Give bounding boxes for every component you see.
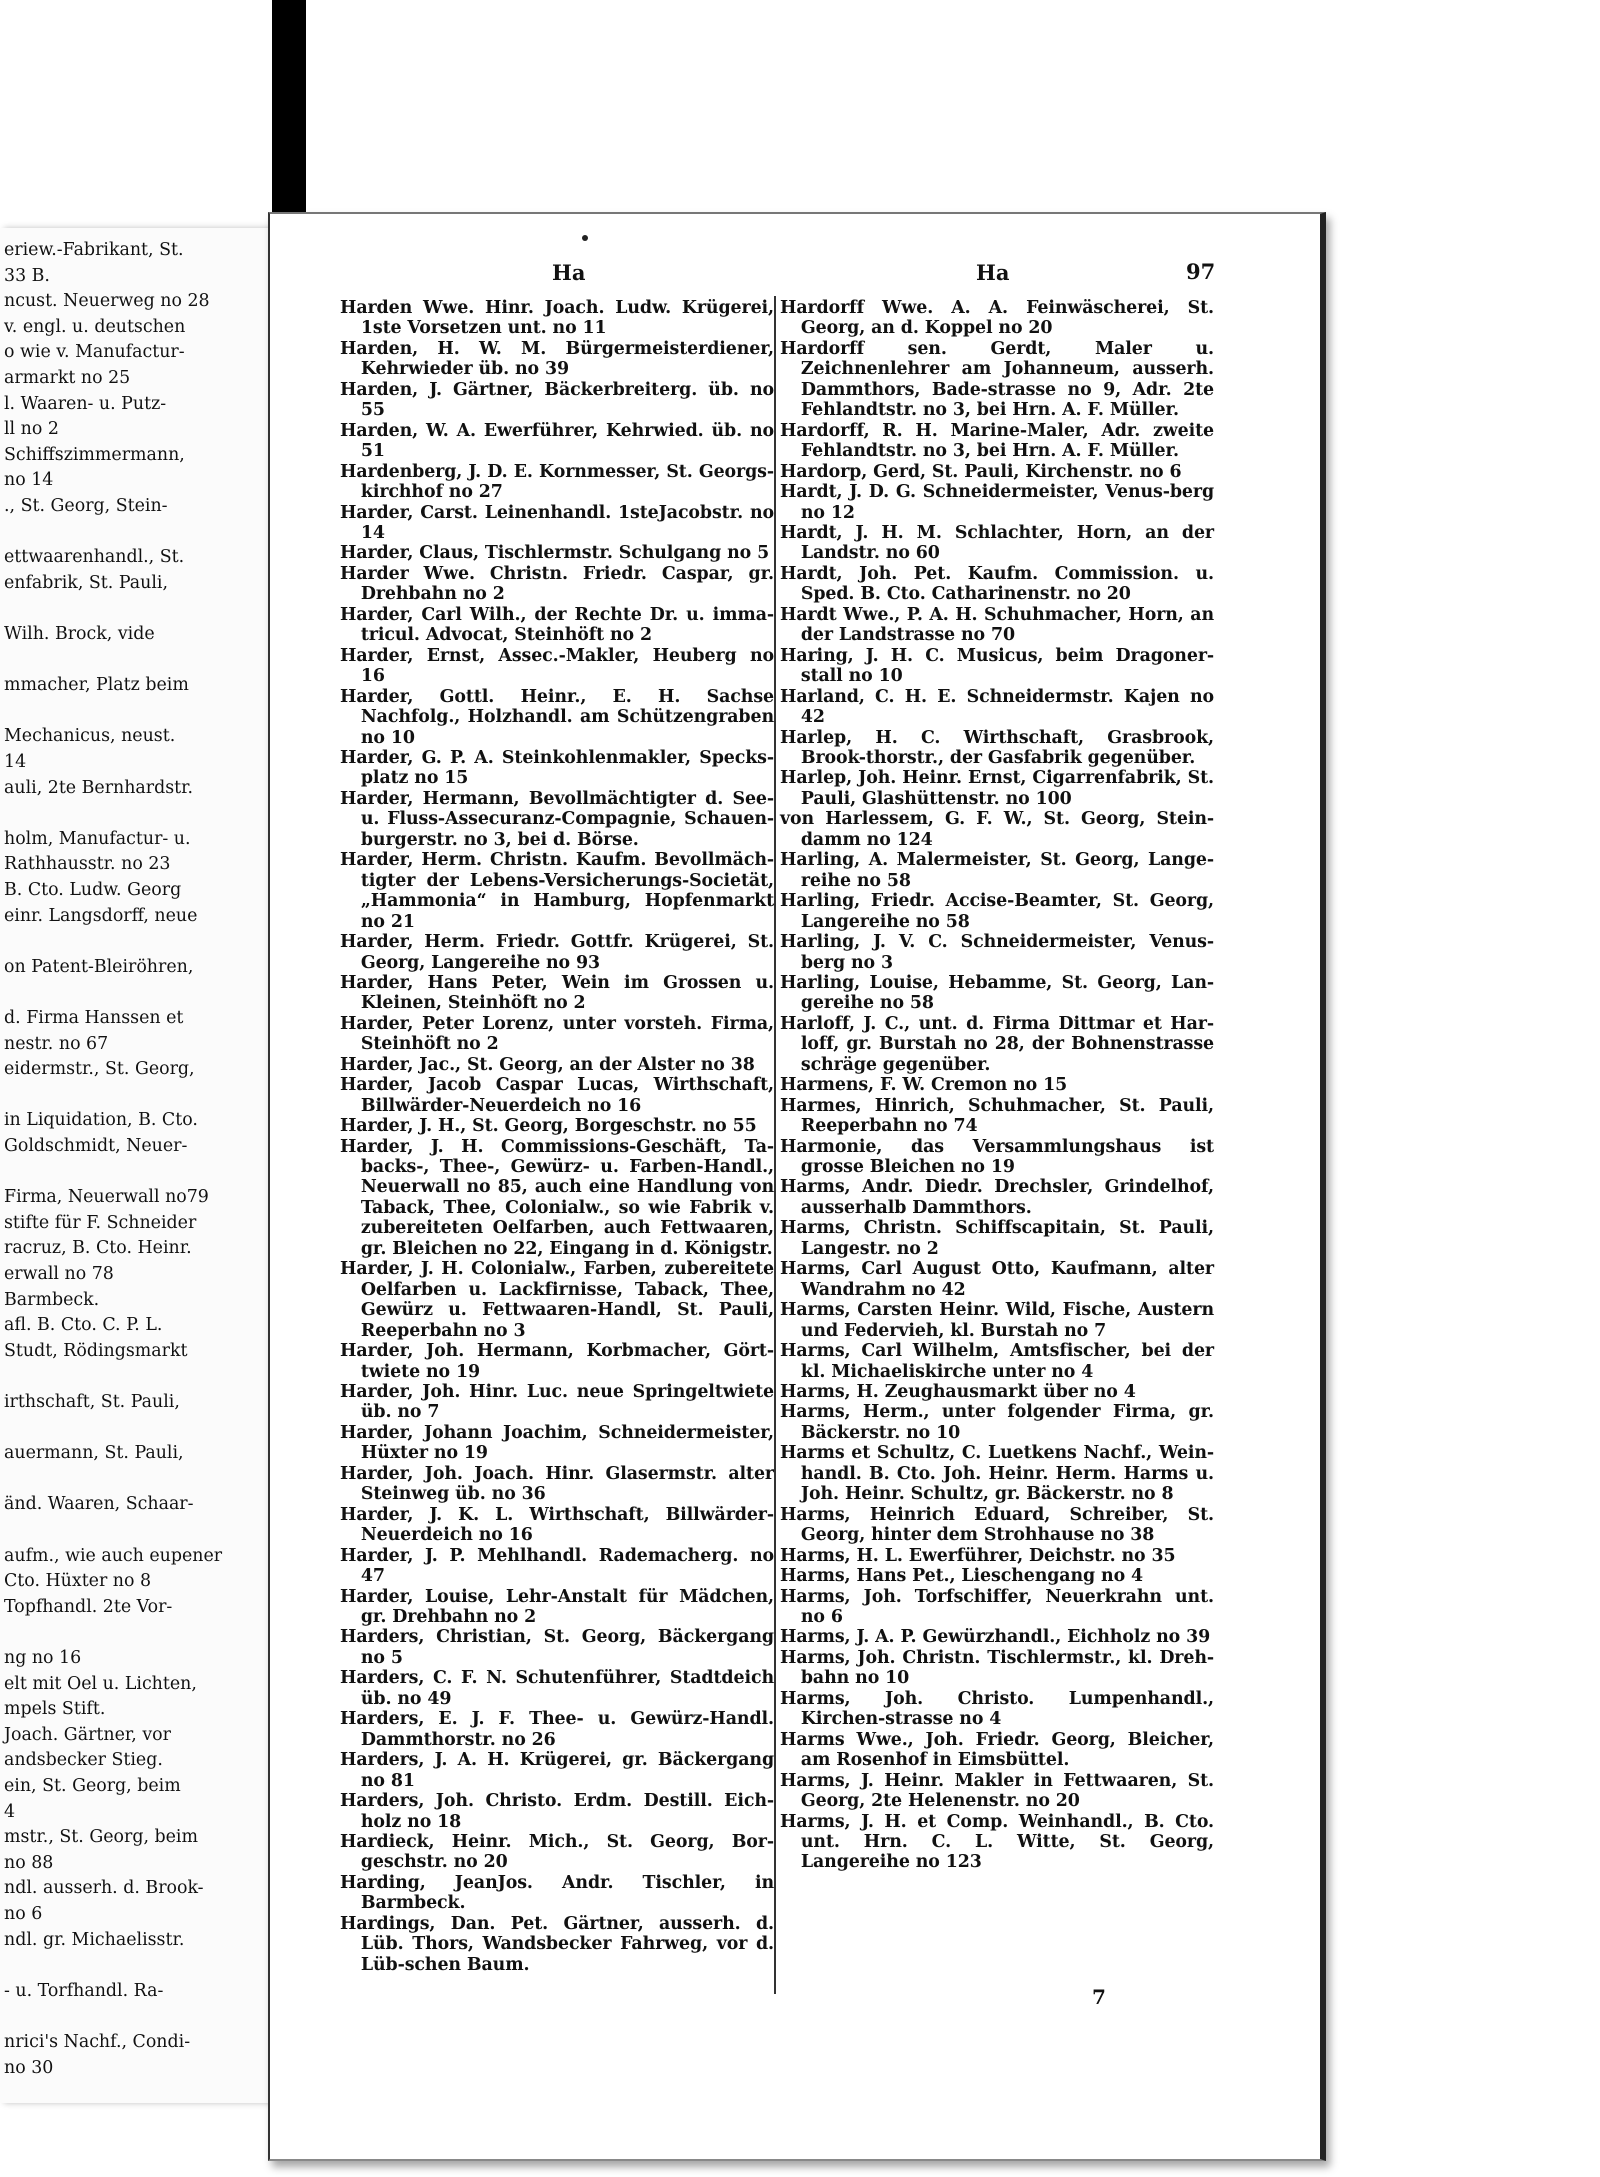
directory-entry: Harder, Joh. Joach. Hinr. Glasermstr. alter Steinweg üb. no 36 [340, 1463, 774, 1505]
prev-page-line: on Patent-Bleiröhren, [4, 956, 194, 977]
prev-page-line: irthschaft, St. Pauli, [4, 1392, 180, 1412]
directory-entry: Harder, Hermann, Bevollmächtigter d. See-u. Fluss-Assecuranz-Compagnie, Schauen-burgerstr. no 3, bei d. Börse. [340, 788, 774, 850]
directory-entry: Hardt, J. H. M. Schlachter, Horn, an der Landstr. no 60 [780, 522, 1214, 564]
column-divider [774, 296, 776, 1994]
directory-entry: Harder, Claus, Tischlermstr. Schulgang no 5 [340, 543, 770, 564]
directory-entry: Harder, J. P. Mehlhandl. Rademacherg. no 47 [340, 1545, 774, 1587]
directory-entry: Harders, Joh. Christo. Erdm. Destill. Eich-holz no 18 [340, 1791, 774, 1832]
prev-page-line: - u. Torfhandl. Ra- [4, 1980, 164, 2001]
directory-entry: Hardt, J. D. G. Schneidermeister, Venus-berg no 12 [780, 482, 1214, 523]
left-column [340, 298, 774, 1975]
directory-entry: Hardorff sen. Gerdt, Maler u. Zeichnenlehrer am Johanneum, ausserh. Dammthors, Bade-strasse no 9, Adr. 2te Fehlandtstr. no 3, bei Hrn. A. F. Müller. [780, 338, 1214, 421]
prev-page-line: einr. Langsdorff, neue [4, 905, 198, 926]
prev-page-line: eriew.-Fabrikant, St. [4, 240, 184, 260]
directory-entry: Harders, E. J. F. Thee- u. Gewürz-Handl. Dammthorstr. no 26 [340, 1709, 774, 1750]
prev-page-line: v. engl. u. deutschen [4, 316, 186, 337]
prev-page-line: änd. Waaren, Schaar- [4, 1494, 194, 1515]
directory-entry: Harden, J. Gärtner, Bäckerbreiterg. üb. no 55 [340, 379, 774, 421]
signature-mark: 7 [1092, 1985, 1106, 2009]
prev-page-line: no 14 [4, 470, 54, 491]
directory-entry: Harms, Joh. Christo. Lumpenhandl., Kirchen-strasse no 4 [780, 1688, 1214, 1730]
prev-page-line: B. Cto. Ludw. Georg [4, 880, 182, 900]
directory-entry: Harms, Andr. Diedr. Drechsler, Grindelhof, ausserhalb Dammthors. [780, 1177, 1214, 1218]
directory-entry: Harder, J. H. Commissions-Geschäft, Ta-backs-, Thee-, Gewürz- u. Farben-Handl., Neuerwall no 85, auch eine Handlung von Taback, Thee, Colonialw., so wie Fabrik v. zubereiteten Oelfarben, auch Fettwaaren, gr. Bleichen no 22, Eingang in d. Königstr. [340, 1136, 774, 1259]
directory-entry: Harling, Louise, Hebamme, St. Georg, Lan-gereihe no 58 [780, 972, 1214, 1014]
directory-entry: Harden, W. A. Ewerführer, Kehrwied. üb. no 51 [340, 420, 774, 462]
running-header-left: Ha [552, 260, 586, 285]
directory-entry: Harder Wwe. Christn. Friedr. Caspar, gr. Drehbahn no 2 [340, 563, 774, 605]
directory-entry: Harder, Gottl. Heinr., E. H. Sachse Nachfolg., Holzhandl. am Schützengraben no 10 [340, 686, 774, 748]
prev-page-line: ncust. Neuerweg no 28 [4, 291, 210, 312]
directory-entry: Harms, J. A. P. Gewürzhandl., Eichholz no 39 [780, 1627, 1211, 1648]
prev-page-line: erwall no 78 [4, 1264, 114, 1284]
prev-page-line: nrici's Nachf., Condi- [4, 2032, 191, 2052]
prev-page-line: Wilh. Brock, vide [4, 624, 155, 644]
prev-page-line: aufm., wie auch eupener [4, 1545, 223, 1566]
directory-entry: Harms, Joh. Torfschiffer, Neuerkrahn unt. no 6 [780, 1586, 1214, 1627]
prev-page-line: elt mit Oel u. Lichten, [4, 1673, 197, 1694]
prev-page-line: ll no 2 [4, 419, 59, 440]
ink-dot [582, 235, 588, 241]
prev-page-line: ng no 16 [4, 1648, 82, 1668]
page-number: 97 [1186, 259, 1216, 284]
directory-entry: Harmonie, das Versammlungshaus ist grosse Bleichen no 19 [780, 1136, 1214, 1178]
directory-entry: Harling, A. Malermeister, St. Georg, Lange-reihe no 58 [780, 850, 1214, 891]
prev-page-line: 4 [4, 1801, 16, 1822]
prev-page-line: Cto. Hüxter no 8 [4, 1571, 152, 1592]
directory-entry: Harder, Joh. Hinr. Luc. neue Springeltwiete üb. no 7 [340, 1382, 774, 1423]
prev-page-line: mpels Stift. [4, 1699, 106, 1720]
directory-entry: Harmens, F. W. Cremon no 15 [780, 1075, 1068, 1096]
directory-entry: Harlep, Joh. Heinr. Ernst, Cigarrenfabrik, St. Pauli, Glashüttenstr. no 100 [780, 768, 1214, 809]
directory-entry: Harling, J. V. C. Schneidermeister, Venus-berg no 3 [780, 932, 1214, 973]
prev-page-line: 33 B. [4, 265, 50, 286]
prev-page-line: holm, Manufactur- u. [4, 828, 191, 849]
directory-entry: Harder, J. H., St. Georg, Borgeschstr. no 55 [340, 1116, 757, 1137]
directory-entry: Harms, H. Zeughausmarkt über no 4 [780, 1382, 1136, 1403]
prev-page-line: Mechanicus, neust. [4, 726, 176, 747]
prev-page-line: Rathhausstr. no 23 [4, 854, 171, 875]
directory-entry: Harms, J. H. et Comp. Weinhandl., B. Cto. unt. Hrn. C. L. Witte, St. Georg, Langereihe no 123 [780, 1811, 1214, 1873]
directory-entry: Hardenberg, J. D. E. Kornmesser, St. Georgs-kirchhof no 27 [340, 461, 774, 503]
prev-page-line: Firma, Neuerwall no79 [4, 1187, 209, 1208]
directory-entry: Harder, Peter Lorenz, unter vorsteh. Firma, Steinhöft no 2 [340, 1013, 774, 1055]
directory-entry: Harms, Heinrich Eduard, Schreiber, St. Georg, hinter dem Strohhause no 38 [780, 1504, 1214, 1546]
directory-entry: Hardt Wwe., P. A. H. Schuhmacher, Horn, an der Landstrasse no 70 [780, 604, 1214, 646]
directory-entry: Hardorp, Gerd, St. Pauli, Kirchenstr. no 6 [780, 461, 1182, 482]
book-spine [272, 0, 306, 245]
directory-entry: Harders, C. F. N. Schutenführer, Stadtdeich üb. no 49 [340, 1668, 774, 1709]
directory-entry: Harms, Hans Pet., Lieschengang no 4 [780, 1566, 1144, 1587]
prev-page-line: enfabrik, St. Pauli, [4, 572, 168, 593]
directory-entry: Harders, J. A. H. Krügerei, gr. Bäckergang no 81 [340, 1750, 774, 1791]
directory-entry: Hardorff, R. H. Marine-Maler, Adr. zweite Fehlandtstr. no 3, bei Hrn. A. F. Müller. [780, 420, 1214, 462]
directory-entry: Harder, Carl Wilh., der Rechte Dr. u. imma-tricul. Advocat, Steinhöft no 2 [340, 604, 774, 646]
directory-entry: Harding, JeanJos. Andr. Tischler, in Barmbeck. [340, 1872, 774, 1914]
directory-entry: Harder, J. K. L. Wirthschaft, Billwärder-Neuerdeich no 16 [340, 1504, 774, 1546]
directory-entry: Harms Wwe., Joh. Friedr. Georg, Bleicher, am Rosenhof in Eimsbüttel. [780, 1729, 1214, 1771]
directory-entry: Harms, Joh. Christn. Tischlermstr., kl. Dreh-bahn no 10 [780, 1647, 1214, 1689]
directory-entry: Harms, Carl Wilhelm, Amtsfischer, bei der kl. Michaeliskirche unter no 4 [780, 1341, 1214, 1382]
prev-page-line: nestr. no 67 [4, 1033, 109, 1054]
right-column [780, 298, 1214, 1873]
directory-entry: von Harlessem, G. F. W., St. Georg, Stein-damm no 124 [780, 809, 1214, 850]
directory-entry: Harling, Friedr. Accise-Beamter, St. Georg, Langereihe no 58 [780, 891, 1214, 932]
directory-entry: Harder, Carst. Leinenhandl. 1steJacobstr. no 14 [340, 502, 774, 543]
directory-entry: Harder, Joh. Hermann, Korbmacher, Gört-twiete no 19 [340, 1341, 774, 1382]
prev-page-line: armarkt no 25 [4, 368, 131, 388]
prev-page-line: Topfhandl. 2te Vor- [4, 1596, 173, 1617]
directory-entry: Harder, Jacob Caspar Lucas, Wirthschaft, Billwärder-Neuerdeich no 16 [340, 1075, 774, 1116]
directory-entry: Harder, Jac., St. Georg, an der Alster no 38 [340, 1054, 755, 1075]
prev-page-line: ., St. Georg, Stein- [4, 496, 168, 516]
directory-entry: Harder, Ernst, Assec.-Makler, Heuberg no 16 [340, 645, 774, 687]
prev-page-line: ettwaarenhandl., St. [4, 547, 185, 568]
prev-page-line: l. Waaren- u. Putz- [4, 393, 167, 414]
directory-entry: Harms, Carsten Heinr. Wild, Fische, Austern und Federvieh, kl. Burstah no 7 [780, 1300, 1214, 1341]
prev-page-line: Schiffszimmermann, [4, 444, 185, 465]
directory-entry: Harder, J. H. Colonialw., Farben, zubereitete Oelfarben u. Lackfirnisse, Taback, Thee, Gewürz u. Fettwaaren-Handl, St. Pauli, Reeperbahn no 3 [340, 1259, 774, 1341]
prev-page-line: no 88 [4, 1852, 54, 1873]
directory-entry: Harmes, Hinrich, Schuhmacher, St. Pauli, Reeperbahn no 74 [780, 1095, 1214, 1137]
prev-page-line: mstr., St. Georg, beim [4, 1827, 198, 1848]
directory-entry: Harder, Hans Peter, Wein im Grossen u. Kleinen, Steinhöft no 2 [340, 972, 774, 1014]
prev-page-line: eidermstr., St. Georg, [4, 1059, 195, 1080]
directory-entry: Harms, J. Heinr. Makler in Fettwaaren, St. Georg, 2te Helenenstr. no 20 [780, 1770, 1214, 1812]
directory-entry: Harder, G. P. A. Steinkohlenmakler, Specks-platz no 15 [340, 747, 774, 789]
prev-page-line: o wie v. Manufactur- [4, 342, 185, 363]
prev-page-line: andsbecker Stieg. [4, 1750, 163, 1771]
directory-entry: Harden, H. W. M. Bürgermeisterdiener, Kehrwieder üb. no 39 [340, 338, 774, 380]
directory-entry: Harder, Louise, Lehr-Anstalt für Mädchen, gr. Drehbahn no 2 [340, 1586, 774, 1627]
prev-page-line: mmacher, Platz beim [4, 675, 189, 696]
prev-page-line: auli, 2te Bernhardstr. [4, 777, 194, 798]
prev-page-line: ein, St. Georg, beim [4, 1776, 181, 1796]
prev-page-line: Goldschmidt, Neuer- [4, 1136, 188, 1156]
directory-entry: Haring, J. H. C. Musicus, beim Dragoner-stall no 10 [780, 645, 1214, 687]
directory-entry: Harms, Herm., unter folgender Firma, gr. Bäckerstr. no 10 [780, 1402, 1214, 1443]
prev-page-line: afl. B. Cto. C. P. L. [4, 1315, 163, 1336]
prev-page-line: Studt, Rödingsmarkt [4, 1340, 188, 1361]
prev-page-line: stifte für F. Schneider [4, 1212, 197, 1233]
directory-entry: Harms, Carl August Otto, Kaufmann, alter Wandrahm no 42 [780, 1259, 1214, 1300]
directory-entry: Hardieck, Heinr. Mich., St. Georg, Bor-geschstr. no 20 [340, 1831, 774, 1873]
directory-entry: Harloff, J. C., unt. d. Firma Dittmar et Har-loff, gr. Burstah no 28, der Bohnenstrasse schräge gegenüber. [780, 1013, 1214, 1075]
prev-page-line: Barmbeck. [4, 1289, 100, 1310]
directory-entry: Harder, Johann Joachim, Schneidermeister, Hüxter no 19 [340, 1422, 774, 1464]
directory-entry: Hardings, Dan. Pet. Gärtner, ausserh. d. Lüb. Thors, Wandsbecker Fahrweg, vor d. Lüb-schen Baum. [340, 1913, 774, 1975]
directory-entry: Harden Wwe. Hinr. Joach. Ludw. Krügerei, 1ste Vorsetzen unt. no 11 [340, 298, 774, 339]
running-header-right: Ha [976, 260, 1010, 285]
previous-page [0, 228, 273, 2103]
directory-entry: Harlep, H. C. Wirthschaft, Grasbrook, Brook-thorstr., der Gasfabrik gegenüber. [780, 727, 1214, 768]
prev-page-line: no 6 [4, 1904, 43, 1924]
prev-page-line: ndl. ausserh. d. Brook- [4, 1878, 204, 1899]
directory-entry: Hardt, Joh. Pet. Kaufm. Commission. u. Sped. B. Cto. Catharinenstr. no 20 [780, 563, 1214, 605]
directory-entry: Hardorff Wwe. A. A. Feinwäscherei, St. Georg, an d. Koppel no 20 [780, 298, 1214, 339]
directory-entry: Harders, Christian, St. Georg, Bäckergang no 5 [340, 1627, 774, 1668]
directory-entry: Harms, H. L. Ewerführer, Deichstr. no 35 [780, 1545, 1176, 1566]
directory-entry: Harland, C. H. E. Schneidermstr. Kajen no 42 [780, 686, 1214, 728]
directory-entry: Harder, Herm. Christn. Kaufm. Bevollmäch-tigter der Lebens-Versicherungs-Societät, „Hammonia“ in Hamburg, Hopfenmarkt no 21 [340, 850, 774, 932]
prev-page-line: ndl. gr. Michaelisstr. [4, 1929, 185, 1950]
prev-page-line: in Liquidation, B. Cto. [4, 1110, 198, 1131]
prev-page-line: auermann, St. Pauli, [4, 1443, 184, 1464]
prev-page-line: d. Firma Hanssen et [4, 1008, 184, 1028]
prev-page-line: 14 [4, 752, 27, 772]
prev-page-line: no 30 [4, 2057, 54, 2078]
directory-entry: Harder, Herm. Friedr. Gottfr. Krügerei, St. Georg, Langereihe no 93 [340, 932, 774, 973]
directory-entry: Harms et Schultz, C. Luetkens Nachf., Wein-handl. B. Cto. Joh. Heinr. Herm. Harms u. Joh. Heinr. Schultz, gr. Bäckerstr. no 8 [780, 1443, 1214, 1505]
directory-entry: Harms, Christn. Schiffscapitain, St. Pauli, Langestr. no 2 [780, 1218, 1214, 1259]
prev-page-line: Joach. Gärtner, vor [4, 1724, 171, 1745]
prev-page-line: racruz, B. Cto. Heinr. [4, 1238, 192, 1259]
